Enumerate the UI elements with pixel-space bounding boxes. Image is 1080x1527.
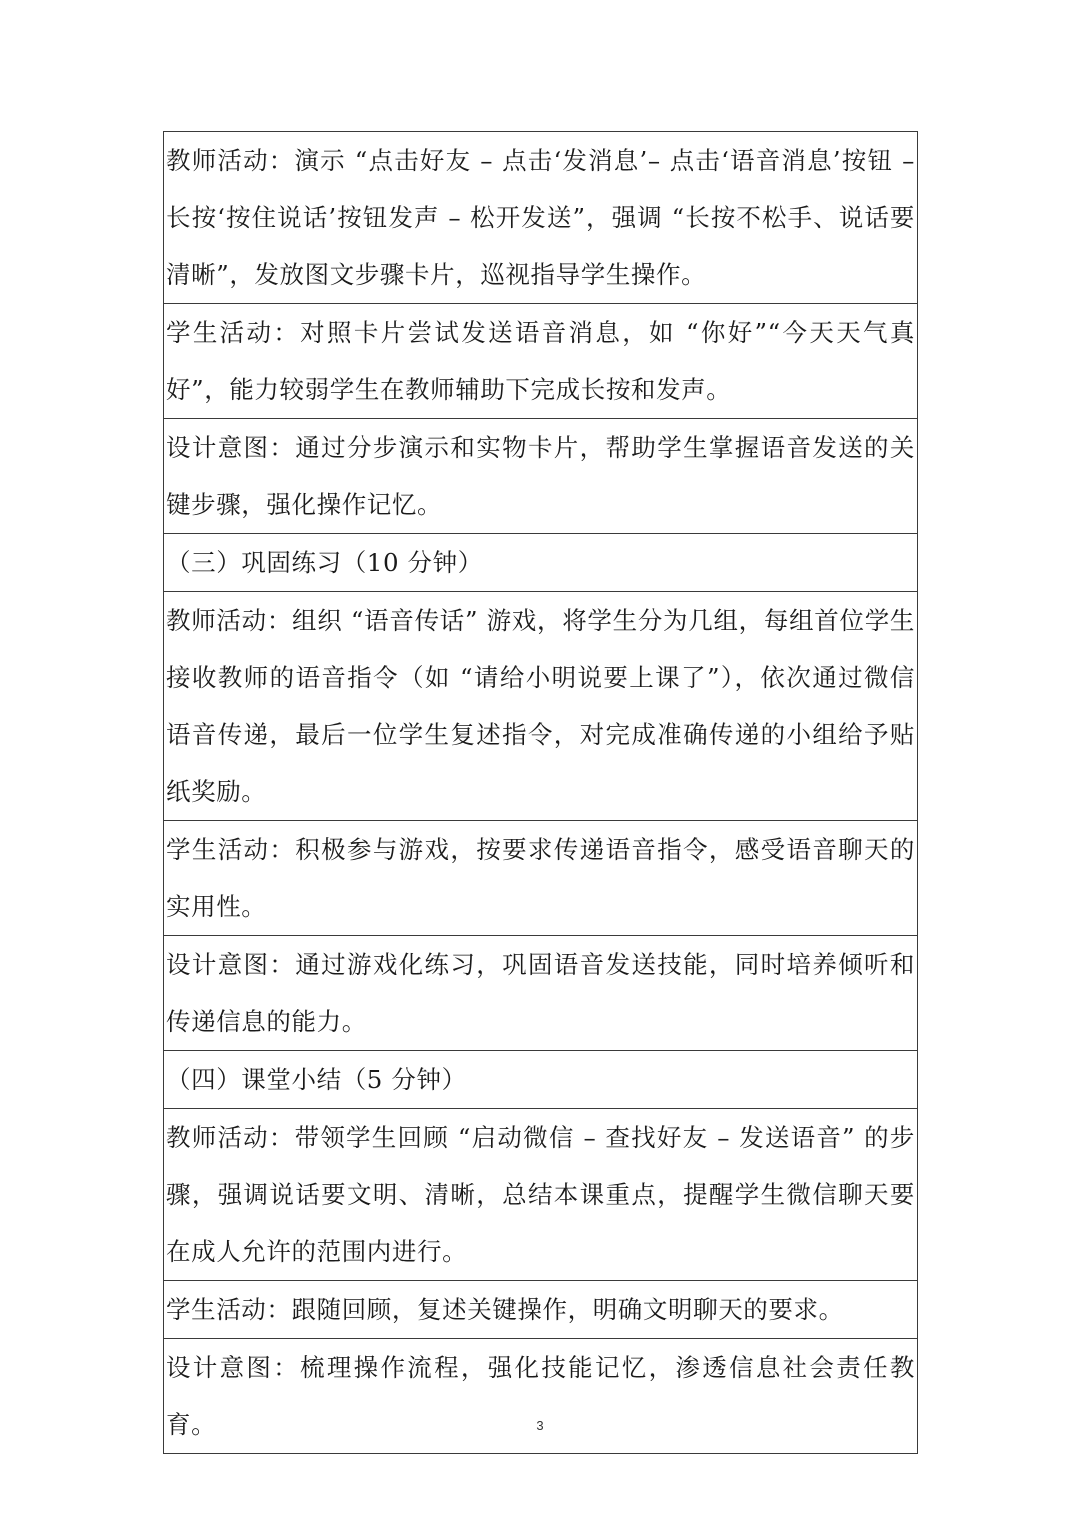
page-number: 3 — [536, 1418, 544, 1433]
design-intent-cell: 设计意图：通过游戏化练习，巩固语音发送技能，同时培养倾听和传递信息的能力。 — [164, 936, 918, 1051]
teacher-activity-cell: 教师活动：演示 “点击好友 – 点击‘发消息’– 点击‘语音消息’按钮 – 长按‘按住说话’按钮发声 – 松开发送”，强调 “长按不松手、说话要清晰”，发放图文步骤卡片，巡视指导学生操作。 — [164, 132, 918, 304]
table-row — [164, 936, 918, 1051]
section-heading-consolidation: （三）巩固练习（10 分钟） — [164, 534, 918, 592]
table-row — [164, 1051, 918, 1109]
student-activity-cell: 学生活动：对照卡片尝试发送语音消息，如 “你好”“今天天气真好”，能力较弱学生在教师辅助下完成长按和发声。 — [164, 304, 918, 419]
design-intent-cell: 设计意图：梳理操作流程，强化技能记忆，渗透信息社会责任教育。 — [164, 1339, 918, 1454]
table-row — [164, 534, 918, 592]
table-row — [164, 1281, 918, 1339]
lesson-plan-table — [163, 131, 918, 1454]
table-row — [164, 132, 918, 304]
design-intent-cell: 设计意图：通过分步演示和实物卡片，帮助学生掌握语音发送的关键步骤，强化操作记忆。 — [164, 419, 918, 534]
table-row — [164, 592, 918, 821]
table-row — [164, 304, 918, 419]
section-heading-summary: （四）课堂小结（5 分钟） — [164, 1051, 918, 1109]
table-row — [164, 821, 918, 936]
teacher-activity-cell: 教师活动：组织 “语音传话” 游戏，将学生分为几组，每组首位学生接收教师的语音指令（如 “请给小明说要上课了”），依次通过微信语音传递，最后一位学生复述指令，对完成准确传递的小组给予贴纸奖励。 — [164, 592, 918, 821]
teacher-activity-cell: 教师活动：带领学生回顾 “启动微信 – 查找好友 – 发送语音” 的步骤，强调说话要文明、清晰，总结本课重点，提醒学生微信聊天要在成人允许的范围内进行。 — [164, 1109, 918, 1281]
student-activity-cell: 学生活动：跟随回顾，复述关键操作，明确文明聊天的要求。 — [164, 1281, 918, 1339]
table-row — [164, 1109, 918, 1281]
table-row — [164, 419, 918, 534]
table-row — [164, 1339, 918, 1454]
student-activity-cell: 学生活动：积极参与游戏，按要求传递语音指令，感受语音聊天的实用性。 — [164, 821, 918, 936]
